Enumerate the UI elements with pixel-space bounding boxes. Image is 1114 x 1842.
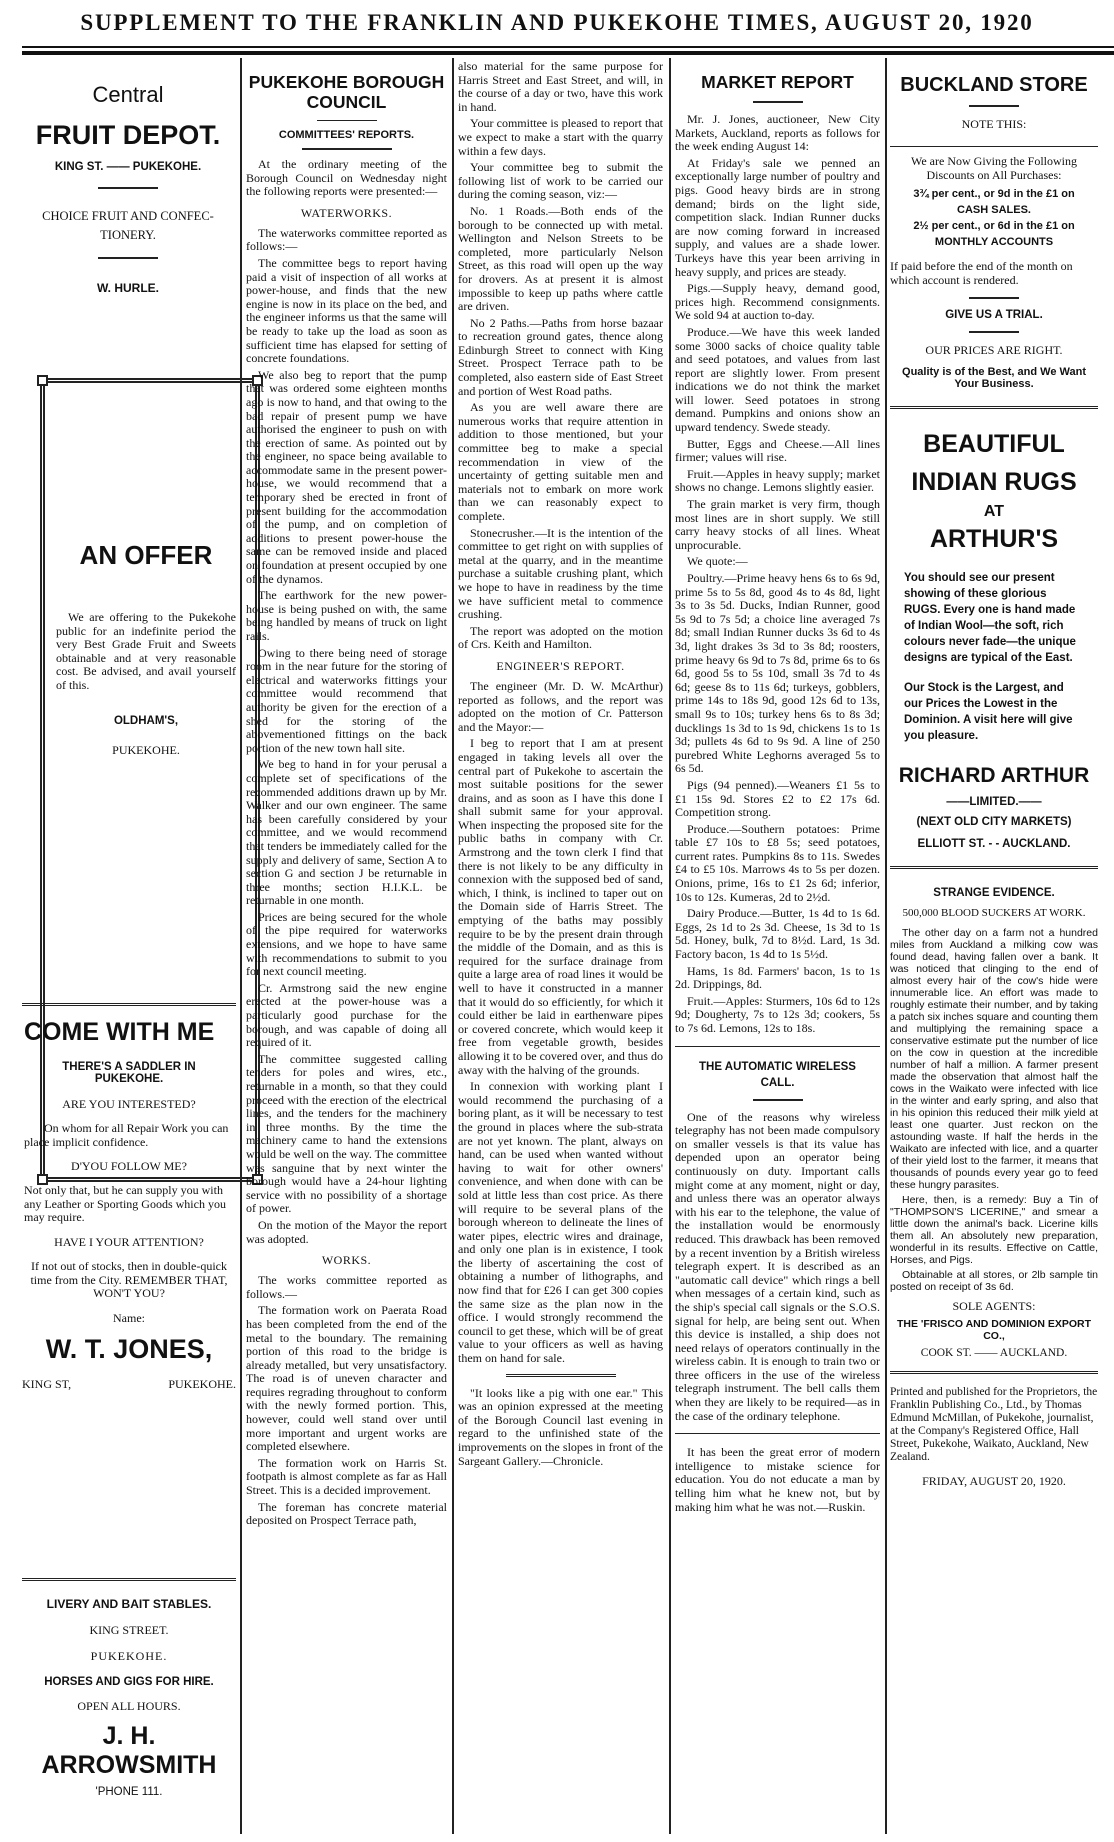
column-advertisements-right <box>890 60 1098 1840</box>
article-paragraph: No. 1 Roads.—Both ends of the borough to be connected up with metal. Wellington and Nelson Streets to be completed, more particularly Nelson Street, as this road will open up the way for drovers. As at present it is almost impossible to keep up paths where cattle are driven. <box>458 203 663 314</box>
livery-line-2: KING STREET. <box>89 1623 169 1637</box>
lice-paragraph: Obtainable at all stores, or 2lb sample tin posted on receipt of 3s 6d. <box>890 1269 1098 1294</box>
richard-arthur-limited: ——LIMITED.—— <box>946 796 1042 809</box>
masthead-rule <box>22 46 1114 48</box>
livery-phone: 'PHONE 111. <box>95 1786 163 1798</box>
saddler-text-1: On whom for all Repair Work you can place implicit confidence. <box>24 1121 229 1149</box>
livery-ad <box>22 1578 236 1838</box>
livery-line-4: HORSES AND GIGS FOR HIRE. <box>44 1676 214 1688</box>
article-paragraph: On the motion of the Mayor the report was adopted. <box>246 1217 447 1246</box>
buckland-cash-rate: 3¾ per cent., or 9d in the £1 on <box>913 188 1075 201</box>
divider <box>675 1046 880 1047</box>
article-paragraph: Your committee beg to submit the following list of work to be carried our during the coming season, viz:— <box>458 160 663 202</box>
article-paragraph: No 2 Paths.—Paths from horse bazaar to recreation ground gates, thence along Edinburgh Street to connect with King Street. Prospect Terrace path to be completed, also eastern side of East Street and portion of West Road paths. <box>458 315 663 398</box>
divider <box>753 1099 803 1101</box>
lice-paragraph: Here, then, is a remedy: Buy a Tin of "THOMPSON'S LICERINE," and smear a little down the animal's back. Licerine kills them all. An absolutely new preparation, wonderful in its results. Effective on Cattle, Horses, and Pigs. <box>890 1194 1098 1267</box>
masthead: SUPPLEMENT TO THE FRANKLIN AND PUKEKOHE TIMES, AUGUST 20, 1920 <box>80 10 1034 35</box>
section-heading: WATERWORKS. <box>300 205 393 220</box>
saddler-street: KING ST, <box>22 1376 72 1391</box>
article-paragraph: The works committee reported as follows.— <box>246 1273 447 1301</box>
article-paragraph: The formation work on Paerata Road has been completed from the end of the metal to the boundary. The remaining portion of this road to the bridge is already metalled, but very unsatisfactory. The road is of uneven character and requires regrading throughout to conform with the newly formed portion. This, however, could well stand over until more important and urgent works are completed elsewhere. <box>246 1303 447 1454</box>
rugs-title-2: INDIAN RUGS <box>911 468 1077 497</box>
richard-arthur-location: (NEXT OLD CITY MARKETS) <box>916 816 1072 829</box>
livery-line-1: LIVERY AND BAIT STABLES. <box>46 1597 212 1611</box>
borough-title: PUKEKOHE BOROUGH COUNCIL <box>248 72 445 112</box>
article-paragraph: Dairy Produce.—Butter, 1s 4d to 1s 6d. Eggs, 2s 1d to 2s 3d. Cheese, 1s 3d to 1s 5d. Honey, bulk, 7d to 8½d. Lard, 1s 3d. Factory bacon, 1s 4d to 1s 5½d. <box>675 906 880 962</box>
saddler-question-2: D'YOU FOLLOW ME? <box>71 1159 187 1174</box>
article-paragraph: Produce.—We have this week landed some 3000 sacks of choice quality table and seed potatoes, and values from last report are slightly lower. From present indications we do not think the market will lower. Seed potatoes in strong demand. Pumpkins and onions show an upward tendency. Swede steady. <box>675 324 880 435</box>
divider <box>969 105 1019 107</box>
saddler-question-3: HAVE I YOUR ATTENTION? <box>54 1234 204 1249</box>
lice-subtitle: 500,000 BLOOD SUCKERS AT WORK. <box>902 907 1086 920</box>
box-corner <box>37 375 48 386</box>
divider <box>22 1578 236 1581</box>
article-paragraph: One of the reasons why wireless telegraphy has not been made compulsory on smaller vessels is that its value has depended upon an operator being continuously on duty. Important calls might come at any moment, night or day, and unless there was an operator always with his ear to the telephone, the value of the installation would be enormously reduced. This drawback has been removed by a recent invention by a British wireless telegraph expert. It is described as an "automatic call device" which rings a bell when messages of a certain kind, such as the ship's special call signals or the S.O.S. signal for help, are being sent out. When this device is installed, a ship does not need relays of operators continually in the wireless cabin. It is enough to train two or three officers in the use of the wireless telegraph instrument. The bell calls them when they are likely to be required—as in the case of the ordinary telephone. <box>675 1109 880 1423</box>
an-offer-title: AN OFFER <box>79 540 213 570</box>
column-rule <box>669 58 671 1834</box>
article-paragraph: Stonecrusher.—It is the intention of the committee to get right on with supplies of metal at the quarry, and in the meantime purchase a suitable crushing plant, which we hope to have in readiness by the time we have sufficient metal to commence crushing. <box>458 525 663 622</box>
section-heading: WORKS. <box>321 1253 372 1268</box>
fruit-depot-owner: W. HURLE. <box>97 281 159 295</box>
article-paragraph: The committee suggested calling tenders for poles and wires, etc., returnable in a month, so that they could proceed with the erection of the electrical lines, and the tenders for the machinery in three months. By the time the machinery came to hand the extensions would be well on the way. The committee was sanguine that by next winter the borough would have a 24-hour lighting service with no possibility of a shortage of power. <box>246 1051 447 1216</box>
buckland-monthly-accounts: MONTHLY ACCOUNTS <box>934 236 1054 249</box>
saddler-town: PUKEKOHE. <box>168 1376 236 1391</box>
buckland-title: BUCKLAND STORE <box>900 74 1088 96</box>
divider <box>890 1371 1098 1374</box>
divider <box>317 120 377 121</box>
divider <box>969 331 1019 333</box>
divider <box>890 146 1098 147</box>
article-paragraph: "It looks like a pig with one ear." This was an opinion expressed at the meeting of the Borough Council last evening in regard to the unfinished state of the improvements on the slopes in front of the Sargeant Gallery.—Chronicle. <box>458 1385 663 1468</box>
buckland-note: NOTE THIS: <box>961 117 1027 131</box>
buckland-terms: If paid before the end of the month on which account is rendered. <box>890 259 1073 287</box>
buckland-discounts: We are Now Giving the Following Discounts on All Purchases: <box>910 154 1077 182</box>
article-paragraph: It has been the great error of modern intelligence to mistake science for education. You do not educate a man by telling him what he knew not, but by making him what he was not.—Ruskin. <box>675 1445 880 1514</box>
saddler-text-2: Not only that, but he can supply you with any Leather or Sporting Goods which you may require. <box>24 1183 226 1225</box>
divider <box>22 1003 236 1006</box>
lice-address: COOK ST. —— AUCKLAND. <box>920 1347 1068 1360</box>
fruit-depot-description: CHOICE FRUIT AND CONFEC-TIONERY. <box>42 209 214 242</box>
article-paragraph: We beg to hand in for your perusal a complete set of specifications of the recommended additions drawn up by Mr. Walker and our own engineer. The same has been carefully considered by your committee, and we would recommend that tenders be immediately called for the supply and delivery of same, Section A to section G and section J be returnable in three months; section H.I.K.L. be returnable in one month. <box>246 757 447 908</box>
divider <box>506 1374 616 1377</box>
divider <box>890 866 1098 869</box>
lice-title: STRANGE EVIDENCE. <box>933 887 1055 900</box>
article-paragraph: Hams, 1s 8d. Farmers' bacon, 1s to 1s 2d. Drippings, 8d. <box>675 963 880 992</box>
fruit-depot-title: FRUIT DEPOT. <box>35 120 221 150</box>
article-paragraph: Prices are being secured for the whole of the pipe required for waterworks extensions, and we hope to have same with recommendations to submit to you for next council meeting. <box>246 909 447 979</box>
article-paragraph: Pigs (94 penned).—Weaners £1 5s to £1 15s 9d. Stores £2 to £2 17s 6d. Competition strong. <box>675 777 880 820</box>
article-paragraph: The foreman has concrete material deposited on Prospect Terrace path, <box>246 1499 447 1528</box>
saddler-subtitle: THERE'S A SADDLER IN PUKEKOHE. <box>62 1061 196 1085</box>
divider <box>98 187 158 189</box>
buckland-prices: OUR PRICES ARE RIGHT. <box>925 343 1063 358</box>
rugs-title-1: BEAUTIFUL <box>923 430 1065 459</box>
article-paragraph: Produce.—Southern potatoes: Prime table £7 10s to £8 5s; seed potatoes, current rates. Pumpkins 8s to 11s. Swedes £4 to £5 10s. Marrows 4s to 5s per dozen. Onions, prime, 16s to £1 2s 6d; inferior, 10s to 12s. Kumeras, 2d to 2½d. <box>675 821 880 904</box>
market-title: MARKET REPORT <box>701 72 854 92</box>
divider <box>969 297 1019 299</box>
borough-continued-column <box>458 60 663 1840</box>
article-paragraph: The waterworks committee reported as follows:— <box>246 225 447 254</box>
article-paragraph: Mr. J. Jones, auctioneer, New City Markets, Auckland, reports as follows for the week ending August 14: <box>675 112 880 154</box>
rugs-description: You should see our present showing of these glorious RUGS. Every one is hand made of Indian Wool—the soft, rich colours never fade—the unique designs are typical of the East. <box>904 572 1076 665</box>
column-rule <box>885 58 887 1834</box>
buckland-store-ad <box>890 74 1098 390</box>
fruit-depot-address: KING ST. —— PUKEKOHE. <box>54 161 202 173</box>
buckland-trial: GIVE US A TRIAL. <box>945 309 1043 322</box>
borough-subtitle: COMMITTEES' REPORTS. <box>278 129 415 141</box>
livery-owner: J. H. ARROWSMITH <box>41 1722 217 1779</box>
saddler-address <box>22 1377 236 1392</box>
article-paragraph: Cr. Armstrong said the new engine erected at the power-house was a particularly good purchase for the borough, and was capable of doing all required of it. <box>246 980 447 1050</box>
lice-paragraph: The other day on a farm not a hundred miles from Auckland a milking cow was found dead, having fallen over a bank. It was noticed that clinging to the end of almost every hair of the cow's hide were innumerable lice. An effort was made to roughly estimate their number, and by taking a patch six inches square and counting them and multiplying the remaining space a conservative estimate put the number of lice on the cow in question at the incredible number of half a million. A farmer present made the observation that almost half the cows in the Waikato were infected with lice in the winter and early spring, and also that in his opinion this reduced their milk yield at least one quarter. Just reckon on the astounding waste. If half the herds in the Waikato are infected with lice, and a quarter of their yield lost to the farmer, it means that thousands of pounds every year go to feed these hungry parasites. <box>890 927 1098 1192</box>
buckland-quality: Quality is of the Best, and We Want Your Business. <box>902 366 1086 391</box>
an-offer-text: We are offering to the Pukekohe public for an indefinite period the very Best Grade Fruit and Sweets obtainable and at very reasonable cost. Be advised, and avail yourself of this. <box>56 610 236 692</box>
article-paragraph: In connexion with working plant I would recommend the purchasing of a boring plant, as it will be necessary to test the ground in places where the sub-strata are not yet known. The plant, always on hand, can be used when wanted without having to wait for other owners' convenience, and when done with can be sold at little less than cost price. As there will require to be several plans of the borough whereon to delineate the lines of water pipes, electric wires and drainage, and only one plan is in existence, I took the liberty of ascertaining the cost of obtaining a number of lithographs, and now find that for £26 I can get 300 copies the same size as the plan now in the office. I would strongly recommend the council to get these, which will be of great value to your officers as well as having them on hand for sale. <box>458 1079 663 1366</box>
fruit-depot-central: Central <box>92 82 164 107</box>
article-paragraph: I beg to report that I am at present engaged in taking levels all over the central part of Pukekohe to ascertain the most suitable positions for the sewer drains, and as soon as I have this done I shall submit same for your approval. When inspecting the proposed site for the public baths in company with Cr. Armstrong and the town clerk I find that there is not likely to be any difficulty in connexion with the supposed bed of sand, which, I think, is inclined to taper out on the Domain side of Harris Street. The emptying of the baths may possibly require to be by the present drain through the middle of the Domain, and as this is required for the surface drainage from quite a large area of road lines it would be well to have it constructed in a manner that it would do so efficiently, for which it could either be laid in earthenware pipes or covered concrete, which would keep it free from vegetable growth, besides allowing it to be covered over, and thus do away with the halving of the grounds. <box>458 736 663 1077</box>
column-rule <box>452 58 454 1834</box>
imprint-date: FRIDAY, AUGUST 20, 1920. <box>922 1474 1066 1489</box>
divider <box>98 257 158 259</box>
oldhams-name: OLDHAM'S, <box>113 714 179 727</box>
article-paragraph: Your committee is pleased to report that we expect to make a start with the quarry within a few days. <box>458 116 663 158</box>
oldhams-town: PUKEKOHE. <box>112 742 180 757</box>
article-paragraph: Fruit.—Apples: Sturmers, 10s 6d to 12s 9d; Dougherty, 7s to 12s 3d; cookers, 5s to 7s 6d. Lemons, 12s to 18s. <box>675 993 880 1035</box>
livery-line-5: OPEN ALL HOURS. <box>77 1699 181 1713</box>
wireless-title: THE AUTOMATIC WIRELESS CALL. <box>699 1060 856 1089</box>
article-paragraph: At the ordinary meeting of the Borough Council on Wednesday night the following reports were presented:— <box>246 157 447 199</box>
divider <box>302 148 392 150</box>
article-paragraph: Butter, Eggs and Cheese.—All lines firmer; values will rise. <box>675 436 880 465</box>
buckland-monthly-rate: 2½ per cent., or 6d in the £1 on <box>913 220 1075 233</box>
rugs-title-3: AT <box>983 503 1005 521</box>
article-paragraph: Poultry.—Prime heavy hens 6s to 6s 9d, prime 5s to 5s 8d, good 4s to 4s 8d, light 3s to 3s 5d. Ducks, Indian Runner, good 5s 9d to 7s 5d; a choice line averaged 7s 8d; small Indian Runner ducks 3s 6d to 4s 3d, light drakes 3s 3d to 3s 8d; roosters, prime heavy 6s 9d to 7s 8d, prime 6s to 6s 6d, good 5s to 5s 10d, small 3s 7d to 4s 6d; geese 8s to 11s 6d; turkeys, gobblers, prime 14s to 18s 9d, good 12s 6d to 13s, small 9s to 10s; turkey hens 6s to 8s 3d; ducklings 1s 3d to 1s 9d, chickens 1s to 1s 3d; pullets 4s 6d to 9s 9d. A line of 250 purebred White Leghorns averaged 5s to 6s 5d. <box>675 571 880 776</box>
article-paragraph: The earthwork for the new power-house is being pushed on with, the same being handled by means of truck on light rails. <box>246 588 447 643</box>
richard-arthur-address: ELLIOTT ST. - - AUCKLAND. <box>917 838 1071 851</box>
article-paragraph: As you are well aware there are numerous works that require attention in addition to those mentioned, but your committee beg to make a special recommendation in view of the uncertainty of getting suitable men and materials not to embark on more work than we can reasonably expect to complete. <box>458 400 663 523</box>
an-offer-content <box>56 540 236 780</box>
livery-line-3: PUKEKOHE. <box>90 1649 168 1663</box>
article-paragraph: The formation work on Harris St. footpath is almost complete as far as Hall Street. This is a decided improvement. <box>246 1455 447 1498</box>
masthead-rule-heavy <box>22 51 1114 55</box>
saddler-title: COME WITH ME <box>24 1018 215 1046</box>
article-paragraph: Fruit.—Apples in heavy supply; market shows no change. Lemons slightly easier. <box>675 466 880 495</box>
rugs-stock: Our Stock is the Largest, and our Prices the Lowest in the Dominion. A visit here will give you pleasure. <box>904 682 1073 743</box>
lice-agents: SOLE AGENTS: <box>952 1299 1036 1314</box>
divider <box>890 406 1098 409</box>
article-paragraph: Pigs.—Supply heavy, demand good, prices high. Recommend consignments. We sold 94 at auction to-day. <box>675 281 880 323</box>
market-report-column <box>675 60 880 1840</box>
saddler-name: W. T. JONES, <box>45 1333 213 1364</box>
richard-arthur: RICHARD ARTHUR <box>898 764 1090 788</box>
article-paragraph: We quote:— <box>687 554 748 569</box>
saddler-question-1: ARE YOU INTERESTED? <box>62 1097 196 1111</box>
article-paragraph: Owing to there being need of storage room in the near future for the storing of electrical and waterworks fittings your committee would recommend that authority be given for the erection of a shed for the storing of the abovementioned fittings on the back portion of the new town hall site. <box>246 645 447 755</box>
divider <box>675 1433 880 1434</box>
licerine-ad <box>890 887 1098 1359</box>
article-paragraph: We also beg to report that the pump that was ordered some eighteen months ago is now to hand, and that owing to the bad repair of present pump we have authorised the engineer to push on with the erection of same. As pointed out by the engineer, no space being available to accommodate same in the present power-house, we would recommend that a temporary shed be erected in front of present building for the accommodation of the pump, and on completion of additions to present power-house the same can be removed inside and placed on foundation at present occupied by one of the dynamos. <box>246 367 447 586</box>
saddler-text-3: If not out of stocks, then in double-quick time from the City. REMEMBER THAT, WON'T YOU? <box>30 1258 228 1301</box>
lice-firm: THE 'FRISCO AND DOMINION EXPORT CO., <box>896 1318 1092 1343</box>
rugs-title-4: ARTHUR'S <box>929 525 1059 554</box>
indian-rugs-ad <box>890 429 1098 850</box>
printer-imprint: Printed and published for the Proprietors, the Franklin Publishing Co., Ltd., by Thomas Edmund McMillan, of Pukekohe, journalist, at the Company's Registered Office, Hall Street, Pukekohe, Waikato, Auckland, New Zealand. <box>890 1386 1098 1464</box>
section-heading: ENGINEER'S REPORT. <box>496 658 625 673</box>
buckland-cash-sales: CASH SALES. <box>957 204 1031 217</box>
article-paragraph: At Friday's sale we penned an exceptionally large number of poultry and pigs. Good heavy birds are in strong demand; birds on the light side, competition slack. Indian Runner ducks are now coming forward in increased supply, and values are a shade lower. Turkeys have this year been arriving in heavy supply, and prices are steady. <box>675 155 880 279</box>
article-paragraph: also material for the same purpose for Harris Street and East Street, and will, in the course of a day or two, have this work in hand. <box>458 60 663 114</box>
saddler-name-label: Name: <box>113 1310 145 1325</box>
article-paragraph: The engineer (Mr. D. W. McArthur) reported as follows, and the report was adopted on the motion of Cr. Patterson and the Mayor:— <box>458 678 663 734</box>
article-paragraph: The committee begs to report having paid a visit of inspection of all works at power-house, and finds that the new engine is now in its place on the bed, and the engineer informs us that the same will be ready to take up the load as soon as sufficient time has elapsed for setting of concrete foundations. <box>246 255 447 366</box>
article-paragraph: The report was adopted on the motion of Crs. Keith and Hamilton. <box>458 623 663 652</box>
article-paragraph: The grain market is very firm, though most lines are in short supply. We still carry heavy stocks of all lines. Wheat unprocurable. <box>675 497 880 552</box>
fruit-depot-ad <box>22 82 234 295</box>
borough-council-column <box>246 60 447 1840</box>
divider <box>753 101 803 103</box>
